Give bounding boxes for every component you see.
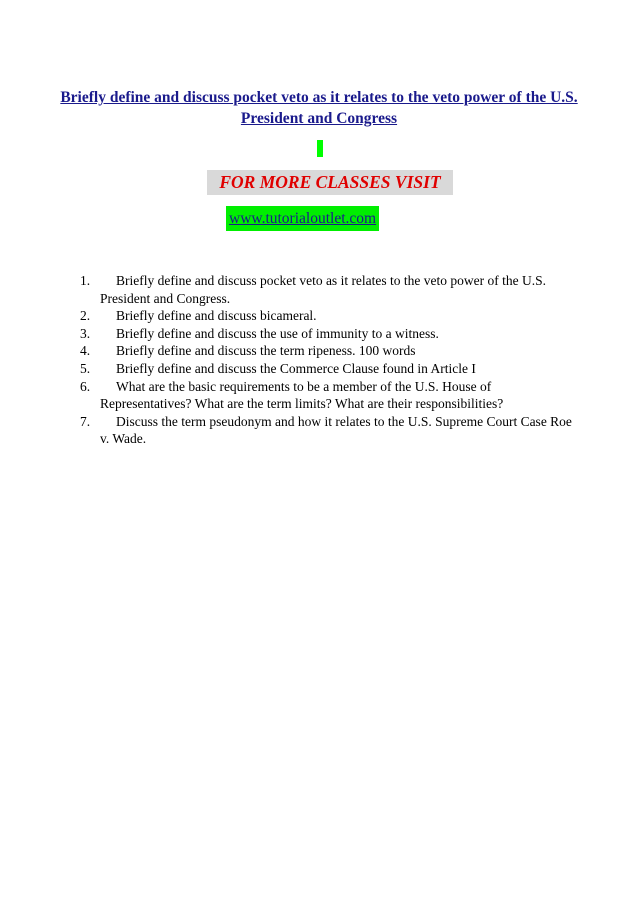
list-item: [80, 307, 580, 325]
item-number: 1.: [80, 273, 91, 288]
item-number: 3.: [80, 325, 91, 341]
list-item: [80, 360, 580, 378]
item-number: 4.: [80, 343, 91, 359]
promo-banner: FOR MORE CLASSES VISIT: [207, 170, 453, 195]
item-text: Briefly define and discuss the term ripeness. 100 words: [116, 343, 416, 359]
list-item: [80, 325, 580, 343]
list-item: [80, 342, 580, 360]
item-number: 6.: [80, 378, 91, 394]
list-item: [80, 378, 580, 413]
item-text: Briefly define and discuss the use of immunity to a witness.: [116, 325, 439, 341]
item-number: 5.: [80, 360, 91, 376]
list-item: [80, 413, 580, 448]
highlight-marker: [317, 140, 323, 157]
item-text: Briefly define and discuss bicameral.: [116, 308, 317, 324]
document-title: Briefly define and discuss pocket veto as it relates to the veto power of the U.S. President and Congress: [60, 89, 578, 127]
website-link[interactable]: www.tutorialoutlet.com: [226, 206, 379, 231]
item-number: 2.: [80, 308, 91, 324]
item-number: 7.: [80, 413, 91, 429]
item-text: Briefly define and discuss the Commerce Clause found in Article I: [116, 360, 476, 376]
list-item: [80, 272, 580, 307]
item-text: Briefly define and discuss pocket veto as it relates to the veto power of the U.S. President and Congress.: [100, 273, 547, 306]
item-text: Discuss the term pseudonym and how it relates to the U.S. Supreme Court Case Roe v. Wade.: [100, 413, 572, 447]
item-text: What are the basic requirements to be a member of the U.S. House of Representatives? What are the term limits? What are their responsibilities?: [100, 378, 504, 412]
question-list: [80, 272, 580, 448]
